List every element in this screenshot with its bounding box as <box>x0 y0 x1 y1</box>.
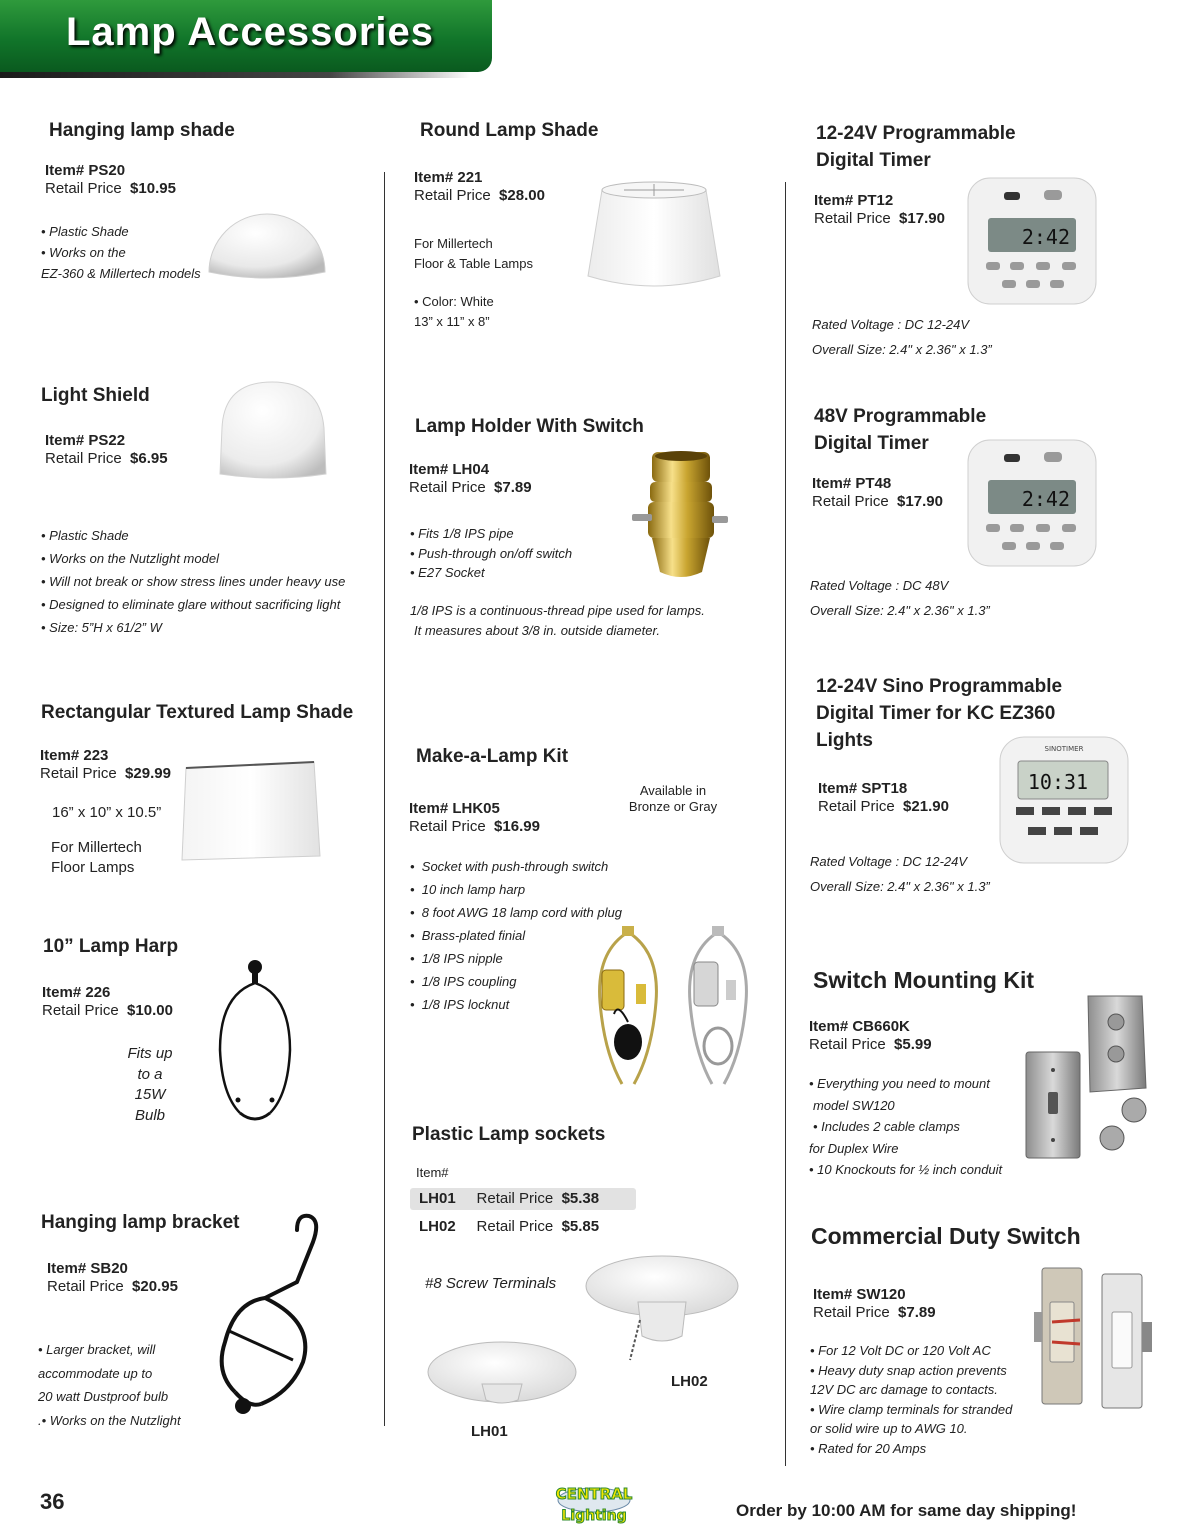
pt12-item: Item# PT12 <box>814 192 894 209</box>
spt18-timer-image <box>998 735 1130 865</box>
sockets-item-label: Item# <box>416 1165 449 1180</box>
cb660k-title: Switch Mounting Kit <box>813 967 1035 993</box>
socket-lh01-row: LH01 Retail Price $5.38 <box>419 1190 600 1207</box>
sb20-bullets: • Larger bracket, will accommodate up to 20 watt Dustproof bulb .• Works on the Nutzlight <box>38 1342 181 1428</box>
pt12-specs: Rated Voltage : DC 12-24V Overall Size: 2.4" x 2.36" x 1.3” <box>812 317 992 357</box>
pt48-price: Retail Price $17.90 <box>812 493 943 510</box>
pt48-timer-image <box>966 438 1098 568</box>
lh04-bullets: • Fits 1/8 IPS pipe • Push-through on/off switch • E27 Socket <box>410 526 573 580</box>
page-number: 36 <box>40 1489 65 1514</box>
logo-top-text: CENTRAL <box>555 1485 633 1503</box>
ps20-bullets: • Plastic Shade • Works on the EZ-360 & Millertech models <box>41 224 201 281</box>
i221-item: Item# 221 <box>414 169 483 186</box>
i226-fits: Fits up to a 15W Bulb <box>127 1045 173 1124</box>
i223-title: Rectangular Textured Lamp Shade <box>41 702 354 723</box>
spt18-specs: Rated Voltage : DC 12-24V Overall Size: 2.4" x 2.36" x 1.3” <box>810 854 990 894</box>
lhk05-bullets: • Socket with push-through switch • 10 inch lamp harp • 8 foot AWG 18 lamp cord with plug • Brass-plated finial • 1/8 IPS nipple • 1/8 IPS coupling • 1/8 IPS locknut <box>410 859 622 1012</box>
lh04-note: 1/8 IPS is a continuous-thread pipe used for lamps. It measures about 3/8 in. outside diameter. <box>410 603 705 638</box>
lh04-item: Item# LH04 <box>409 461 490 478</box>
lhk05-price: Retail Price $16.99 <box>409 818 540 835</box>
sb20-title: Hanging lamp bracket <box>41 1212 240 1233</box>
socket-lh02-row: LH02 Retail Price $5.85 <box>419 1218 600 1235</box>
i223-size: 16” x 10” x 10.5” <box>52 804 162 821</box>
pt12-timer-image <box>966 176 1098 306</box>
pt48-item: Item# PT48 <box>812 475 892 492</box>
pt12-display: 2:42 <box>1021 225 1070 249</box>
ps22-price: Retail Price $6.95 <box>45 450 168 467</box>
i223-notes: For Millertech Floor Lamps <box>51 839 142 876</box>
i221-specs: • Color: White 13” x 11” x 8” <box>414 294 494 329</box>
sw120-title: Commercial Duty Switch <box>811 1223 1081 1249</box>
ps22-bullets: • Plastic Shade • Works on the Nutzlight model • Will not break or show stress lines under heavy use • Designed to eliminate glare without sacrificing light • Size: 5”H x 61/2” W <box>41 528 346 635</box>
i226-price: Retail Price $10.00 <box>42 1002 173 1019</box>
ps20-price: Retail Price $10.95 <box>45 180 176 197</box>
socket-tag-lh01: LH01 <box>471 1423 508 1440</box>
column-divider-right <box>785 182 786 1466</box>
order-notice: Order by 10:00 AM for same day shipping! <box>736 1501 1077 1520</box>
lhk05-avail: Available in Bronze or Gray <box>628 783 718 814</box>
ps20-title: Hanging lamp shade <box>49 120 235 141</box>
sw120-bullets: • For 12 Volt DC or 120 Volt AC • Heavy duty snap action prevents 12V DC arc damage to contacts. • Wire clamp terminals for stranded or solid wire up to AWG 10. • Rated for 20 Amps <box>810 1343 1013 1456</box>
i226-item: Item# 226 <box>42 984 111 1001</box>
spt18-brand: SINOTIMER <box>1044 745 1084 753</box>
pt12-price: Retail Price $17.90 <box>814 210 945 227</box>
spt18-item: Item# SPT18 <box>818 780 908 797</box>
light-shield-image <box>214 378 332 482</box>
lh04-price: Retail Price $7.89 <box>409 479 532 496</box>
pt48-title: 48V Programmable Digital Timer <box>814 406 987 454</box>
socket-tag-lh02: LH02 <box>671 1373 708 1390</box>
lhk05-item: Item# LHK05 <box>409 800 500 817</box>
column-divider-left <box>384 172 385 1426</box>
sockets-terminals: #8 Screw Terminals <box>425 1275 557 1292</box>
i221-price: Retail Price $28.00 <box>414 187 545 204</box>
logo-bottom-text: Lighting <box>561 1508 627 1524</box>
cb660k-price: Retail Price $5.99 <box>809 1036 932 1053</box>
i226-title: 10” Lamp Harp <box>43 936 179 957</box>
pt48-specs: Rated Voltage : DC 48V Overall Size: 2.4" x 2.36" x 1.3” <box>810 578 990 618</box>
page-title: Lamp Accessories <box>66 10 435 54</box>
i223-price: Retail Price $29.99 <box>40 765 171 782</box>
i221-title: Round Lamp Shade <box>420 120 599 141</box>
lhk05-title: Make-a-Lamp Kit <box>416 746 569 767</box>
i221-notes: For Millertech Floor & Table Lamps <box>414 236 533 271</box>
ps22-title: Light Shield <box>41 385 150 406</box>
i223-item: Item# 223 <box>40 747 109 764</box>
brass-socket-image <box>630 448 730 586</box>
rectangular-shade-image <box>180 758 322 864</box>
sb20-price: Retail Price $20.95 <box>47 1278 178 1295</box>
pt12-title: 12-24V Programmable Digital Timer <box>816 123 1016 171</box>
spt18-title: 12-24V Sino Programmable Digital Timer for KC EZ360 Lights <box>816 676 1063 751</box>
ps20-item: Item# PS20 <box>45 162 126 179</box>
cb660k-bullets: • Everything you need to mount model SW120 • Includes 2 cable clamps for Duplex Wire • 10 Knockouts for ½ inch conduit <box>809 1076 1003 1177</box>
hemisphere-shade-image <box>205 180 330 280</box>
round-shade-image <box>584 176 724 294</box>
central-lighting-logo <box>536 1478 652 1526</box>
lamp-kit-image <box>588 922 760 1108</box>
lamp-harp-image <box>212 955 298 1131</box>
sockets-title: Plastic Lamp sockets <box>412 1124 606 1145</box>
cb660k-item: Item# CB660K <box>809 1018 910 1035</box>
spt18-price: Retail Price $21.90 <box>818 798 949 815</box>
sb20-item: Item# SB20 <box>47 1260 128 1277</box>
plastic-sockets-image <box>426 1250 746 1426</box>
ps22-item: Item# PS22 <box>45 432 126 449</box>
pt48-display: 2:42 <box>1021 487 1070 511</box>
hanging-bracket-image <box>205 1212 333 1422</box>
spt18-display: 10:31 <box>1027 770 1089 794</box>
commercial-switch-image <box>1030 1262 1160 1410</box>
sw120-price: Retail Price $7.89 <box>813 1304 936 1321</box>
sw120-item: Item# SW120 <box>813 1286 906 1303</box>
switch-mounting-kit-image <box>1024 992 1156 1162</box>
lh04-title: Lamp Holder With Switch <box>415 416 644 437</box>
